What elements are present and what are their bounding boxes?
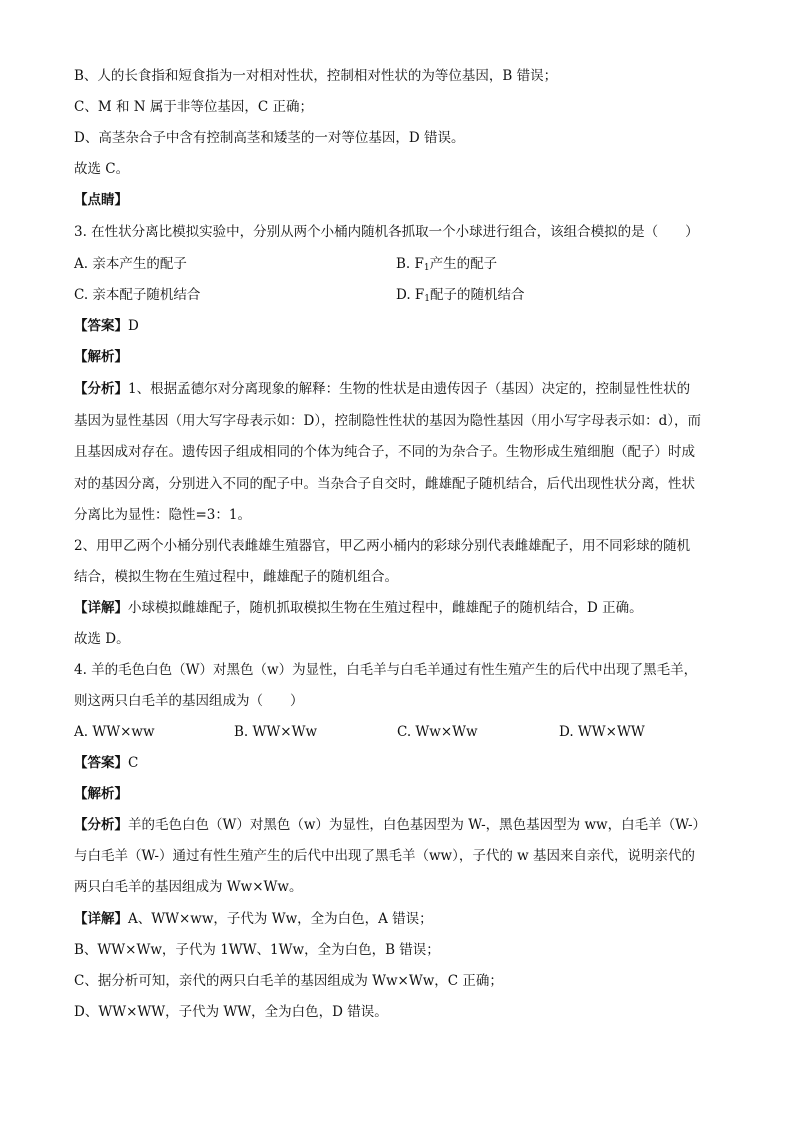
q3-xiangjie: 【详解】小球模拟雌雄配子，随机抓取模拟生物在生殖过程中，雌雄配子的随机结合，D 正确。 xyxy=(74,600,643,616)
q4-stem-1: 4. 羊的毛色白色（W）对黑色（w）为显性，白毛羊与白毛羊通过有性生殖产生的后代中出现了黑毛羊， xyxy=(74,662,698,678)
q2-option-c-explanation: C、M 和 N 属于非等位基因，C 正确； xyxy=(74,99,313,115)
q4-fenxi-2: 与白毛羊（W-）通过有性生殖产生的后代中出现了黑毛羊（ww），子代的 w 基因来自亲代，说明亲代的 xyxy=(74,848,695,864)
q4-fenxi-1: 【分析】羊的毛色白色（W）对黑色（w）为显性，白色基因型为 W-，黑色基因型为 ww，白毛羊（W-） xyxy=(74,817,707,833)
q3-stem: 3. 在性状分离比模拟实验中，分别从两个小桶内随机各抓取一个小球进行组合，该组合模拟的是（ ） xyxy=(74,224,699,240)
q4-option-c: C. Ww×Ww xyxy=(397,724,478,740)
q3-fenxi-4: 对的基因分离，分别进入不同的配子中。当杂合子自交时，雌雄配子随机结合，后代出现性状分离，性状 xyxy=(74,476,695,492)
q4-xiangjie-c: C、据分析可知，亲代的两只白毛羊的基因组成为 Ww×Ww，C 正确； xyxy=(74,973,503,989)
q3-option-d: D. $F_1$配子的随机结合 xyxy=(396,287,525,304)
q3-answer: 【答案】D xyxy=(74,318,139,334)
q4-xiangjie-d: D、WW×WW，子代为 WW，全为白色，D 错误。 xyxy=(74,1004,388,1020)
q4-xiangjie-b: B、WW×Ww，子代为 1WW、1Ww，全为白色，B 错误； xyxy=(74,942,440,958)
q3-fenxi-7: 结合，模拟生物在生殖过程中，雌雄配子的随机组合。 xyxy=(74,569,398,585)
q2-choice: 故选 C。 xyxy=(74,161,130,177)
q4-jiexi-tag: 【解析】 xyxy=(74,786,128,802)
q3-fenxi-5: 分离比为显性：隐性=3：1。 xyxy=(74,507,251,523)
q3-option-c: C. 亲本配子随机结合 xyxy=(74,287,201,303)
q4-fenxi-3: 两只白毛羊的基因组成为 Ww×Ww。 xyxy=(74,879,303,895)
q3-fenxi-3: 且基因成对存在。遗传因子组成相同的个体为纯合子，不同的为杂合子。生物形成生殖细胞（配子）时成 xyxy=(74,444,695,460)
q4-stem-2: 则这两只白毛羊的基因组成为（ ） xyxy=(74,693,304,709)
q2-option-d-explanation: D、高茎杂合子中含有控制高茎和矮茎的一对等位基因，D 错误。 xyxy=(74,130,465,146)
q4-option-a: A. WW×ww xyxy=(74,724,155,740)
q2-option-b-explanation: B、人的长食指和短食指为一对相对性状，控制相对性状的为等位基因，B 错误； xyxy=(74,68,558,84)
q3-option-b: B. $F_1$产生的配子 xyxy=(396,256,498,273)
q3-fenxi-2: 基因为显性基因（用大写字母表示如：D），控制隐性性状的基因为隐性基因（用小写字母表示如：d），而 xyxy=(74,413,701,429)
q3-fenxi-1: 【分析】1、根据孟德尔对分离现象的解释：生物的性状是由遗传因子（基因）决定的，控制显性性状的 xyxy=(74,381,691,397)
q2-dianjing-tag: 【点睛】 xyxy=(74,192,128,208)
q3-fenxi-6: 2、用甲乙两个小桶分别代表雌雄生殖器官，甲乙两小桶内的彩球分别代表雌雄配子，用不同彩球的随机 xyxy=(74,538,691,554)
q4-xiangjie-a: 【详解】A、WW×ww，子代为 Ww，全为白色，A 错误； xyxy=(74,911,433,927)
q3-option-a: A. 亲本产生的配子 xyxy=(74,256,187,272)
q3-choice: 故选 D。 xyxy=(74,631,130,647)
q3-jiexi-tag: 【解析】 xyxy=(74,349,128,365)
q4-option-b: B. WW×Ww xyxy=(234,724,317,740)
q4-option-d: D. WW×WW xyxy=(559,724,645,740)
q4-answer: 【答案】C xyxy=(74,755,139,771)
